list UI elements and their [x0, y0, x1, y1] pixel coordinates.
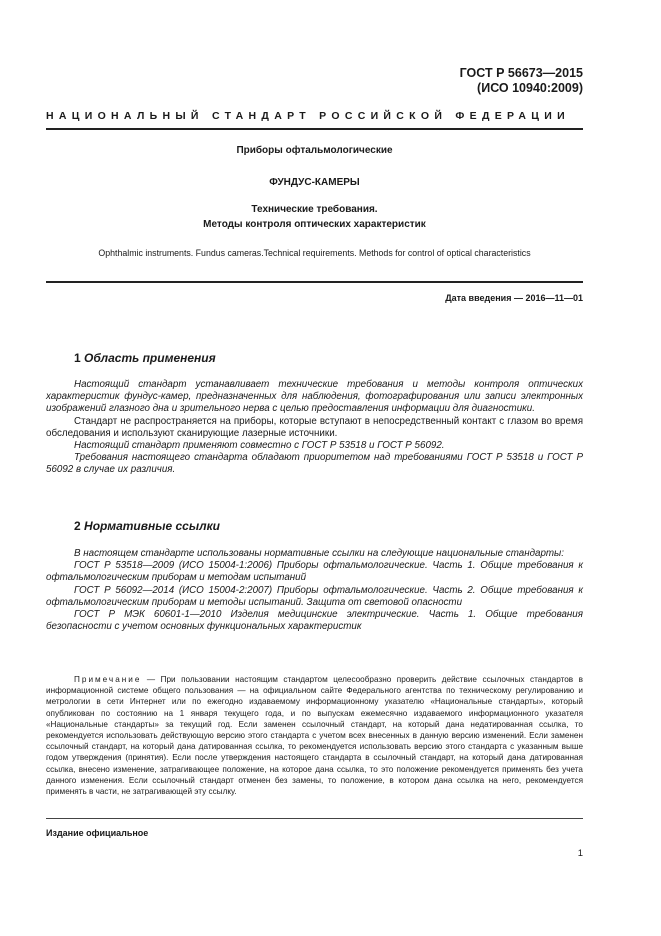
section1-title: Область применения [84, 351, 216, 365]
english-title: Ophthalmic instruments. Fundus cameras.Technical requirements. Methods for control of optical characteristics [98, 248, 531, 258]
section2-paragraph1: В настоящем стандарте использованы нормативные ссылки на следующие национальные стандарты: [74, 548, 564, 559]
title-line4: Методы контроля оптических характеристик [203, 219, 426, 230]
footer-divider [46, 818, 583, 819]
section2-number: 2 [74, 519, 81, 533]
section1-paragraph4: Требования настоящего стандарта обладают приоритетом над требованиями ГОСТ Р 53518 и ГОСТ Р 56092 в случае их различия. [46, 452, 583, 476]
effective-date: Дата введения — 2016—11—01 [445, 293, 583, 303]
section2-title: Нормативные ссылки [84, 519, 220, 533]
note-block [46, 674, 583, 797]
section2-heading [74, 519, 220, 533]
standard-code-line1: ГОСТ Р 56673—2015 [459, 66, 583, 80]
page-number: 1 [577, 848, 583, 859]
title-line2: ФУНДУС-КАМЕРЫ [269, 177, 360, 188]
title-line3: Технические требования. [251, 204, 378, 215]
section1-number: 1 [74, 351, 81, 365]
section1-paragraph3: Настоящий стандарт применяют совместно с ГОСТ Р 53518 и ГОСТ Р 56092. [74, 440, 445, 452]
official-edition-label: Издание официальное [46, 828, 149, 838]
section1-paragraph1: Настоящий стандарт устанавливает технические требования и методы контроля оптических характеристик фундус-камер, предназначенных для наблюдения, фотографирования или записи электронных изображений глазного дна и зрительного нерва с целью предоставления информации для диагностики. [46, 379, 583, 415]
title-line1: Приборы офтальмологические [236, 145, 393, 156]
note-label: Примечание [74, 675, 142, 684]
standard-code [460, 66, 583, 96]
national-standard-banner: НАЦИОНАЛЬНЫЙ СТАНДАРТ РОССИЙСКОЙ ФЕДЕРАЦИИ [46, 110, 570, 122]
standard-code-line2: (ИСО 10940:2009) [477, 81, 583, 95]
section2-body [46, 548, 583, 633]
reference-gost-60601: ГОСТ Р МЭК 60601-1—2010 Изделия медицинские электрические. Часть 1. Общие требования безопасности с учетом основных функциональных характеристик [46, 609, 583, 633]
reference-gost-53518: ГОСТ Р 53518—2009 (ИСО 15004-1:2006) Приборы офтальмологические. Часть 1. Общие требования к офтальмологическим приборам и методам испытаний [46, 560, 583, 584]
middle-divider [46, 281, 583, 283]
section1-paragraph2: Стандарт не распространяется на приборы, которые вступают в непосредственный контакт с глазом во время обследования и используют сканирующие лазерные источники. [46, 415, 583, 439]
note-text: — При пользовании настоящим стандартом целесообразно проверить действие ссылочных стандартов в информационной системе общего пользования — на официальном сайте Федерального агентства по техническому регулированию и метрологии в сети Интернет или по ежегодно издаваемому информационному указателю «Национальные стандарты», который опубликован по состоянию на 1 января текущего года, и по выпускам ежемесячно издаваемого информационного указателя «Национальные стандарты» за текущий год. Если заменен ссылочный стандарт, на который дана недатированная ссылка, то рекомендуется использовать действующую версию этого стандарта с учетом всех внесенных в данную версию изменений. Если заменен ссылочный стандарт, на который дана датированная ссылка, то рекомендуется использовать версию этого стандарта с указанным выше годом утверждения (принятия). Если после утверждения настоящего стандарта в ссылочный стандарт, на который дана датированная ссылка, внесено изменение, затрагивающее положение, на которое дана ссылка, то это положение рекомендуется применять без учета данного изменения. Если ссылочный стандарт отменен без замены, то положение, в котором дана ссылка на него, рекомендуется применять в части, не затрагивающей эту ссылку. [46, 675, 583, 797]
section1-body [46, 379, 583, 477]
reference-gost-56092: ГОСТ Р 56092—2014 (ИСО 15004-2:2007) Приборы офтальмологические. Часть 2. Общие требования к офтальмологическим приборам и методы испытаний. Защита от световой опасности [46, 584, 583, 608]
top-divider [46, 128, 583, 130]
section1-heading [74, 351, 216, 365]
